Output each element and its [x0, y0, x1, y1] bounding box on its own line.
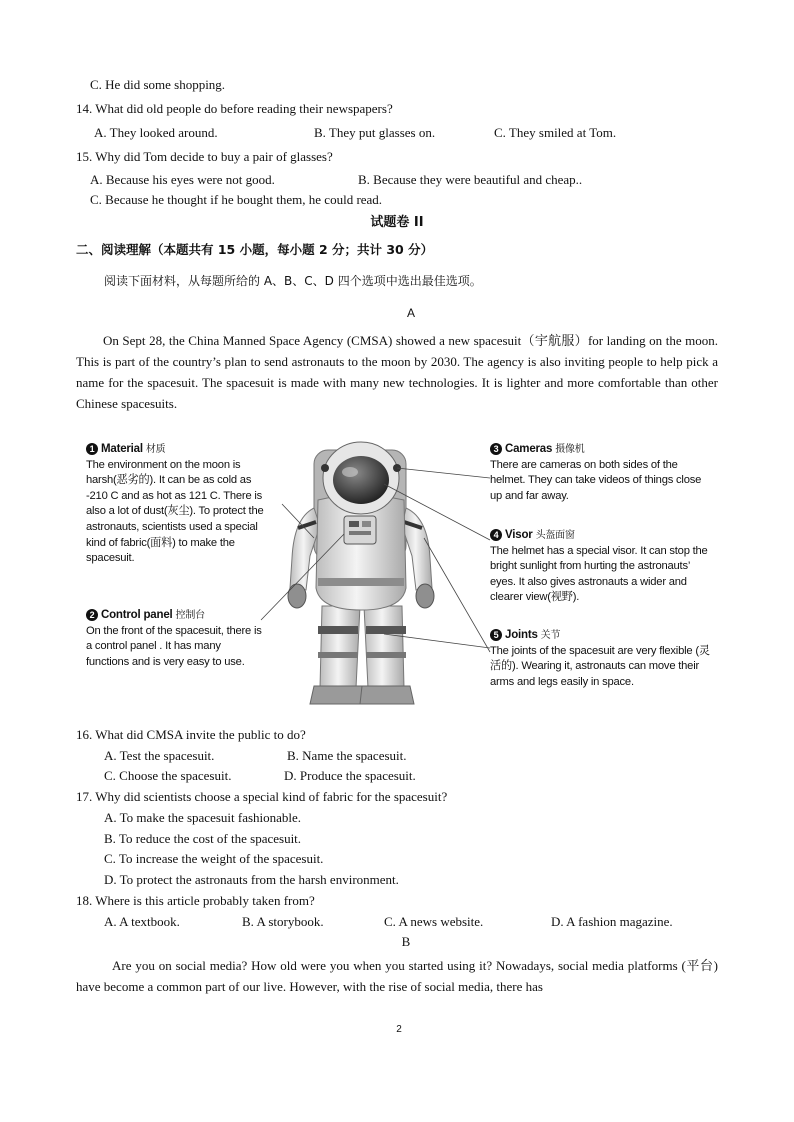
q18-option-a: A. A textbook. [104, 914, 180, 929]
callout-joints [490, 628, 712, 690]
callout-control-panel [86, 608, 266, 670]
passage-b-label: B [401, 934, 411, 949]
q14-option-c: C. They smiled at Tom. [494, 125, 617, 140]
callout-title-cn: 摄像机 [555, 444, 585, 455]
section-instruction: 阅读下面材料，从每题所给的 A、B、C、D 四个选项中选出最佳选项。 [104, 274, 482, 288]
callout-text: There are cameras on both sides of the helmet. They can take videos of things close up and far away. [490, 458, 702, 502]
q16-question: 16. What did CMSA invite the public to do? [76, 727, 306, 742]
q18-question: 18. Where is this article probably taken from? [76, 893, 315, 908]
q15-option-a: A. Because his eyes were not good. [90, 172, 275, 187]
q15-option-b: B. Because they were beautiful and cheap.. [358, 172, 583, 187]
passage-b-text: Are you on social media? How old were you when you started using it? Nowadays, social media platforms (平台) have become a common part of our live. However, with the rise of social media, there has [76, 958, 718, 994]
callout-visor [490, 528, 712, 606]
callout-title-cn: 控制台 [175, 610, 205, 621]
callout-number-icon: 1 [86, 443, 98, 455]
callout-title-cn: 头盔面窗 [535, 530, 575, 541]
q16-option-d: D. Produce the spacesuit. [284, 768, 416, 783]
callout-title-cn: 关节 [540, 630, 561, 641]
section-heading: 二、阅读理解（本题共有 15 小题，每小题 2 分；共计 30 分） [76, 242, 434, 257]
q15-option-c: C. Because he thought if he bought them, he could read. [90, 192, 383, 207]
q16-option-c: C. Choose the spacesuit. [104, 768, 232, 783]
callout-title: Cameras [505, 443, 553, 455]
callout-text: The environment on the moon is harsh(恶劣的). It can be as cold as -210 C and as hot as 121 C. There is also a lot of dust(灰尘). To protect the astronauts, scientists used a special kind of fabric(面料) to make the spacesuit. [86, 458, 264, 565]
callout-number-icon: 2 [86, 609, 98, 621]
callout-text: The helmet has a special visor. It can stop the bright sunlight from hurting the astronauts’ eyes. It also gives astronauts a wider and clearer view(视野). [490, 544, 708, 604]
q14-question: 14. What did old people do before reading their newspapers? [76, 101, 393, 116]
page-number: 2 [396, 1024, 402, 1035]
callout-text: The joints of the spacesuit are very flexible (灵活的). Wearing it, astronauts can move their arms and legs easily in space. [490, 644, 710, 688]
q14-option-b: B. They put glasses on. [314, 125, 436, 140]
paper-title: 试题卷 II [370, 215, 424, 230]
callout-number-icon: 5 [490, 629, 502, 641]
q17-option-c: C. To increase the weight of the spacesuit. [104, 851, 324, 866]
q15-question: 15. Why did Tom decide to buy a pair of glasses? [76, 149, 333, 164]
callout-title: Control panel [101, 609, 173, 621]
callout-material [86, 442, 266, 567]
q16-option-b: B. Name the spacesuit. [287, 748, 407, 763]
q17-option-b: B. To reduce the cost of the spacesuit. [104, 831, 302, 846]
passage-a-label: A [406, 306, 415, 320]
spacesuit-infographic [84, 438, 714, 708]
callout-title: Material [101, 443, 143, 455]
q14-option-a: A. They looked around. [94, 125, 218, 140]
q13-option-c: C. He did some shopping. [90, 77, 226, 92]
q16-option-a: A. Test the spacesuit. [104, 748, 215, 763]
callout-number-icon: 3 [490, 443, 502, 455]
q17-option-d: D. To protect the astronauts from the harsh environment. [104, 872, 399, 887]
callout-title: Joints [505, 629, 538, 641]
q17-option-a: A. To make the spacesuit fashionable. [104, 810, 302, 825]
callout-cameras [490, 442, 712, 504]
callout-title: Visor [505, 529, 533, 541]
passage-a-text: On Sept 28, the China Manned Space Agency (CMSA) showed a new spacesuit（宇航服）for landing on the moon. This is part of the country’s plan to send astronauts to the moon by 2030. The agency is also inviting people to help pick a name for the spacesuit. The spacesuit is made with many new technologies. It is lighter and more comfortable than other Chinese spacesuits. [76, 333, 718, 411]
callout-text: On the front of the spacesuit, there is a control panel . It has many functions and is very easy to use. [86, 624, 262, 668]
callout-title-cn: 材质 [145, 444, 166, 455]
q18-option-b: B. A storybook. [242, 914, 324, 929]
callout-number-icon: 4 [490, 529, 502, 541]
q17-question: 17. Why did scientists choose a special kind of fabric for the spacesuit? [76, 789, 448, 804]
q18-option-c: C. A news website. [384, 914, 484, 929]
q18-option-d: D. A fashion magazine. [551, 914, 673, 929]
